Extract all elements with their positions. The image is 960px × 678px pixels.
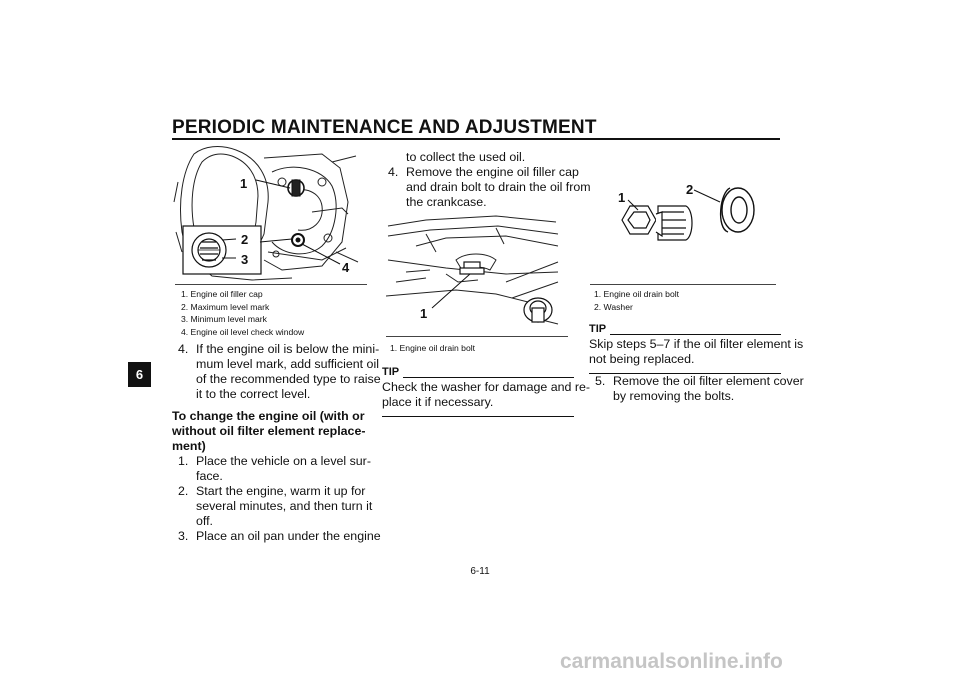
callout-label: 1 xyxy=(618,190,626,205)
caption-item: 1. Engine oil filler cap xyxy=(181,289,263,299)
text-line: Start the engine, warm it up for xyxy=(196,484,366,498)
text-line: Skip steps 5–7 if the oil filter element is xyxy=(589,337,804,351)
step-item xyxy=(172,454,371,484)
text-line: Check the washer for damage and re- xyxy=(382,380,590,394)
text-line: off. xyxy=(196,514,213,528)
continuation-item xyxy=(382,150,578,165)
callout-label: 1 xyxy=(420,306,428,321)
tip-header xyxy=(589,323,781,335)
text-line: of the recommended type to raise xyxy=(196,372,381,386)
callout-label: 2 xyxy=(241,232,249,247)
text-line: If the engine oil is below the mini- xyxy=(196,342,380,356)
text-line: without oil filter element replace- xyxy=(172,424,366,438)
step-number: 3. xyxy=(178,529,189,543)
drain-bolt-illustration xyxy=(386,212,562,336)
text-line: place it if necessary. xyxy=(382,395,494,409)
text-line: Place an oil pan under the engine xyxy=(196,529,381,543)
caption-item: 3. Minimum level mark xyxy=(181,314,267,325)
text-line: not being replaced. xyxy=(589,352,695,366)
caption-item: 2. Washer xyxy=(594,301,633,312)
section-heading xyxy=(172,409,368,454)
step-item xyxy=(382,165,591,210)
step-number: 4. xyxy=(178,342,189,356)
caption-item: 1. Engine oil drain bolt xyxy=(594,289,680,299)
text-line: Remove the oil filter element cover xyxy=(613,374,804,388)
column-2-body xyxy=(382,150,591,210)
column-3-body xyxy=(589,374,804,404)
tip-rule xyxy=(610,326,781,335)
text-line: and drain bolt to drain the oil from xyxy=(406,180,591,194)
text-line: face. xyxy=(196,469,223,483)
drain-bolt-washer-illustration xyxy=(608,176,764,276)
tip-text xyxy=(382,380,590,410)
tip-header xyxy=(382,366,574,378)
tip-label: TIP xyxy=(382,366,400,378)
text-line: To change the engine oil (with or xyxy=(172,409,365,423)
caption-rule xyxy=(590,284,776,285)
tip-box xyxy=(382,366,590,417)
text-line: ment) xyxy=(172,439,206,453)
text-line: by removing the bolts. xyxy=(613,389,735,403)
caption-rule xyxy=(175,284,367,285)
callout-label: 3 xyxy=(241,252,249,267)
caption-rule xyxy=(386,336,568,337)
watermark: carmanualsonline.info xyxy=(560,650,783,673)
step-item xyxy=(589,374,804,404)
column-1-body xyxy=(172,342,381,544)
step-item xyxy=(172,342,381,402)
caption-item: 2. Maximum level mark xyxy=(181,301,270,312)
step-item xyxy=(172,529,381,544)
caption-item: 4. Engine oil level check window xyxy=(181,326,305,337)
engine-oil-level-illustration xyxy=(172,142,364,284)
callout-label: 2 xyxy=(686,182,694,197)
text-line: Place the vehicle on a level sur- xyxy=(196,454,371,468)
tip-box xyxy=(589,323,804,374)
figure-captions xyxy=(594,288,679,313)
tip-rule xyxy=(403,369,574,378)
tip-text xyxy=(589,337,804,367)
text-line: Remove the engine oil filler cap xyxy=(406,165,579,179)
section-tab: 6 xyxy=(128,362,151,387)
step-number: 5. xyxy=(595,374,606,388)
step-item xyxy=(172,484,373,529)
step-number: 4. xyxy=(388,165,399,179)
header-rule xyxy=(172,138,780,140)
figure-captions xyxy=(181,288,304,338)
text-line: mum level mark, add sufficient oil xyxy=(196,357,379,371)
text-line: several minutes, and then turn it xyxy=(196,499,373,513)
text-line: it to the correct level. xyxy=(196,387,311,401)
callout-label: 4 xyxy=(342,260,350,275)
step-number: 1. xyxy=(178,454,189,468)
page-title: PERIODIC MAINTENANCE AND ADJUSTMENT xyxy=(172,117,597,138)
page-number: 6-11 xyxy=(470,566,490,577)
figure-captions xyxy=(390,342,475,355)
text-line: to collect the used oil. xyxy=(406,150,526,164)
text-line: the crankcase. xyxy=(406,195,487,209)
callout-label: 1 xyxy=(240,176,248,191)
tip-label: TIP xyxy=(589,323,607,335)
caption-item: 1. Engine oil drain bolt xyxy=(390,343,476,353)
tip-bottom-rule xyxy=(382,416,574,417)
step-number: 2. xyxy=(178,484,189,498)
